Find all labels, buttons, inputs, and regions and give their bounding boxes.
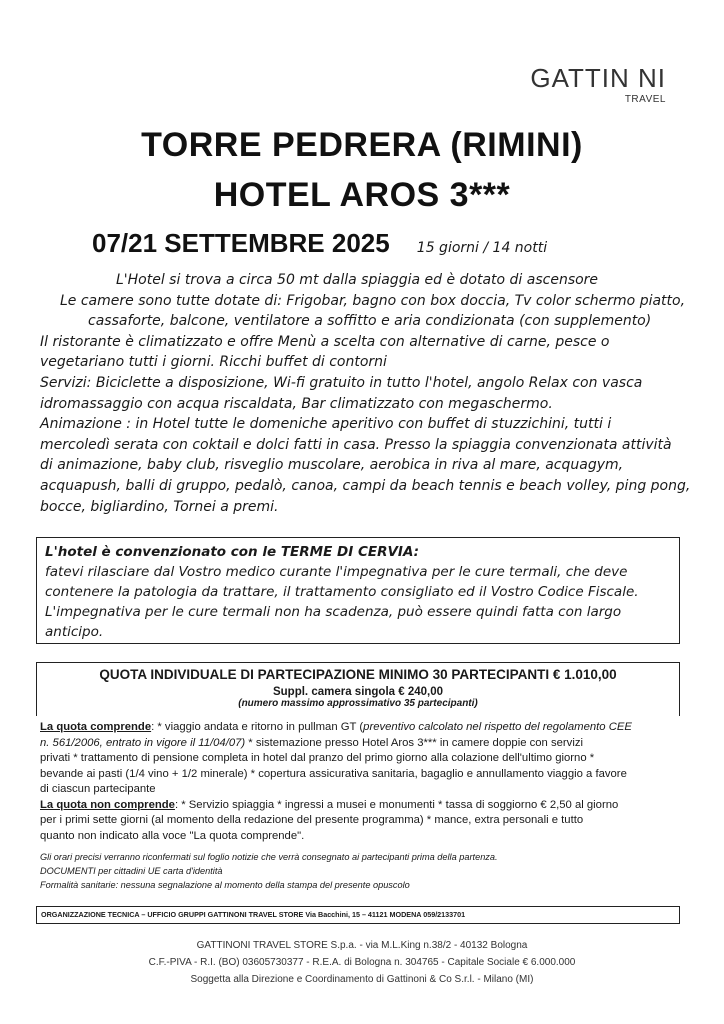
participants-note: (numero massimo approssimativo 35 partecipanti) xyxy=(238,698,478,709)
terme-line: contenere la patologia da trattare, il trattamento consigliato ed il Vostro Codice Fiscale. xyxy=(45,584,639,600)
non-comprende-label: La quota non comprende xyxy=(40,798,175,811)
comprende-label: La quota comprende xyxy=(40,721,152,733)
price-box xyxy=(36,662,680,716)
description-line: Il ristorante è climatizzato e offre Menù a scelta con alternative di carne, pesce o xyxy=(40,333,610,350)
description-line: idromassaggio con acqua riscaldata, Bar climatizzato con megaschermo. xyxy=(40,395,553,412)
non-comprende-line xyxy=(40,798,690,814)
comprende-text: * sistemazione presso Hotel Aros 3*** in camere doppie con servizi xyxy=(245,736,583,749)
description-line: mercoledì serata con coktail e dolci fatti in casa. Presso la spiaggia convenzionata attività xyxy=(40,436,672,453)
description-line: acquapush, balli di gruppo, pedalò, canoa, campi da beach tennis e beach volley, ping pong, xyxy=(40,477,691,494)
note-line: Formalità sanitarie: nessuna segnalazione al momento della stampa del presente opuscolo xyxy=(40,880,410,890)
non-comprende-line: per i primi sette giorni (al momento della redazione del presente programma) * mance, extra personali e tutto xyxy=(40,814,584,826)
price-title: QUOTA INDIVIDUALE DI PARTECIPAZIONE MINIMO 30 PARTECIPANTI € 1.010,00 xyxy=(99,667,617,682)
note-line: Gli orari precisi verranno riconfermati sul foglio notizie che verrà consegnato ai partecipanti prima della partenza. xyxy=(40,852,498,862)
hotel-description xyxy=(40,270,700,517)
note-line: DOCUMENTI per cittadini UE carta d'identità xyxy=(40,866,223,876)
comprende-italic: n. 561/2006, entrato in vigore il 11/04/07) xyxy=(40,736,246,749)
description-line: L'Hotel si trova a circa 50 mt dalla spiaggia ed è dotato di ascensore xyxy=(116,272,599,288)
logo-name: GATTIN NI xyxy=(530,63,666,93)
footer-line: C.F.-PIVA - R.I. (BO) 03605730377 - R.E.A. di Bologna n. 304765 - Capitale Sociale € 6.000.000 xyxy=(148,957,576,968)
description-line: Le camere sono tutte dotate di: Frigobar, bagno con box doccia, Tv color schermo piatto, xyxy=(60,292,686,309)
terme-info-box xyxy=(36,537,680,644)
trip-duration: 15 giorni / 14 notti xyxy=(416,240,548,256)
description-line: bocce, bigliardino, Tornei a premi. xyxy=(40,498,279,515)
included-details xyxy=(40,720,690,844)
footer-line: Soggetta alla Direzione e Coordinamento di Gattinoni & Co S.r.l. - Milano (MI) xyxy=(190,974,534,985)
terme-line: fatevi rilasciare dal Vostro medico curante l'impegnativa per le cure termali, che deve xyxy=(45,564,628,580)
title-destination: TORRE PEDRERA (RIMINI) xyxy=(141,126,583,164)
logo-subtitle: TRAVEL xyxy=(624,94,666,105)
description-line: di animazione, baby club, risveglio muscolare, aerobica in riva al mare, acquagym, xyxy=(40,457,624,474)
small-notes xyxy=(40,850,498,892)
description-line: Servizi: Biciclette a disposizione, Wi-fi gratuito in tutto l'hotel, angolo Relax con vasca xyxy=(40,374,643,391)
comprende-italic: preventivo calcolato nel rispetto del regolamento CEE xyxy=(363,721,632,733)
description-line: vegetariano tutti i giorni. Ricchi buffet di contorni xyxy=(40,354,387,371)
terme-line: L'impegnativa per le cure termali non ha scadenza, può essere quindi fatta con largo xyxy=(45,604,622,620)
company-logo xyxy=(530,64,666,105)
footer xyxy=(0,937,724,988)
comprende-line xyxy=(40,736,690,752)
comprende-line xyxy=(40,720,690,736)
footer-line: GATTINONI TRAVEL STORE S.p.a. - via M.L.King n.38/2 - 40132 Bologna xyxy=(196,940,528,951)
date-line xyxy=(92,228,547,259)
comprende-line: di ciascun partecipante xyxy=(40,783,156,795)
organizer-box: ORGANIZZAZIONE TECNICA – UFFICIO GRUPPI GATTINONI TRAVEL STORE Via Bacchini, 15 – 41121 MODENA 059/2133701 xyxy=(36,906,680,924)
comprende-line: bevande ai pasti (1/4 vino + 1/2 minerale) * copertura assicurativa sanitaria, bagaglio e annullamento viaggio a favore xyxy=(40,767,627,780)
terme-heading: L'hotel è convenzionato con le TERME DI CERVIA: xyxy=(45,544,420,560)
non-comprende-line: quanto non indicato alla voce "La quota comprende". xyxy=(40,829,305,842)
non-comprende-text: : * Servizio spiaggia * ingressi a musei e monumenti * tassa di soggiorno € 2,50 al giorno xyxy=(174,798,619,811)
comprende-text: : * viaggio andata e ritorno in pullman GT ( xyxy=(151,721,364,733)
single-supplement: Suppl. camera singola € 240,00 xyxy=(272,686,444,698)
title-hotel: HOTEL AROS 3*** xyxy=(213,176,511,214)
trip-dates: 07/21 SETTEMBRE 2025 xyxy=(92,228,390,258)
terme-line: anticipo. xyxy=(45,624,104,640)
comprende-line: privati * trattamento di pensione completa in hotel dal pranzo del primo giorno alla colazione dell'ultimo giorno * xyxy=(40,752,595,764)
description-line: Animazione : in Hotel tutte le domeniche aperitivo con buffet di stuzzichini, tutti i xyxy=(40,416,612,433)
description-line: cassaforte, balcone, ventilatore a soffitto e aria condizionata (con supplemento) xyxy=(88,313,652,330)
